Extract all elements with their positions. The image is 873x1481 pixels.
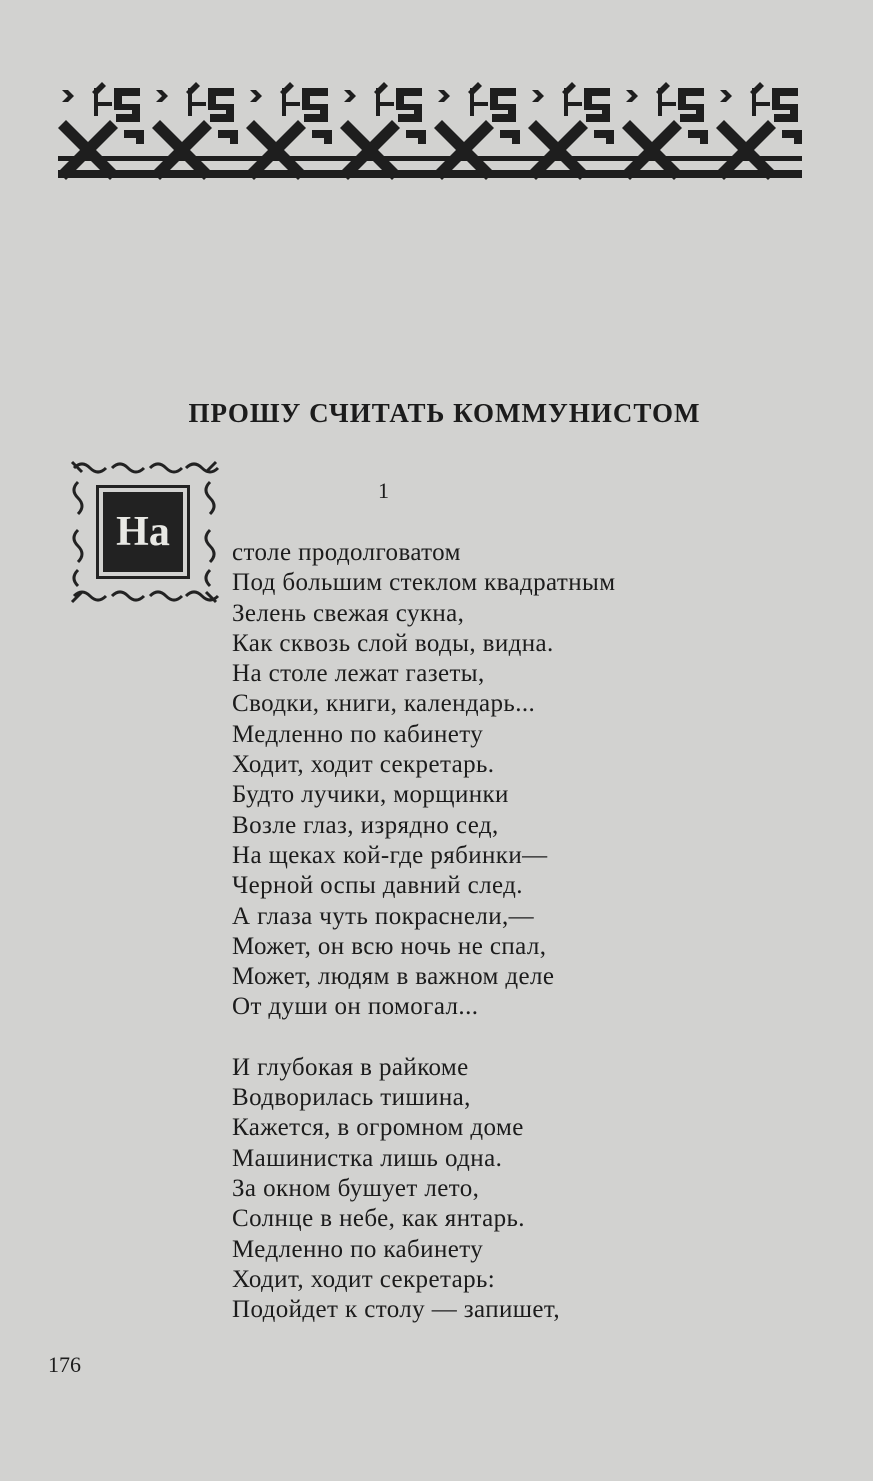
poem-line: За окном бушует лето,	[232, 1174, 480, 1202]
poem-line: Медленно по кабинету	[232, 1235, 484, 1263]
poem-line: Как сквозь слой воды, видна.	[232, 629, 554, 657]
poem-line: На щеках кой-где рябинки—	[232, 841, 548, 869]
poem-title: ПРОШУ СЧИТАТЬ КОММУНИСТОМ	[188, 398, 701, 428]
poem-line: Кажется, в огромном доме	[232, 1114, 524, 1142]
poem-line: От души он помогал...	[232, 993, 479, 1021]
poem-line: Водворилась тишина,	[232, 1084, 471, 1112]
poem-line: Подойдет к столу — запишет,	[232, 1296, 560, 1324]
poem-line: столе продолговатом	[232, 539, 461, 566]
poem-body	[232, 538, 615, 1325]
poem-line: Машинистка лишь одна.	[232, 1144, 503, 1172]
poem-line: Будто лучики, морщинки	[232, 781, 509, 809]
poem-line: И глубокая в райкоме	[232, 1053, 469, 1081]
poem-line: Может, он всю ночь не спал,	[232, 932, 547, 960]
poem-line: Солнце в небе, как янтарь.	[232, 1205, 525, 1233]
page-number: 176	[48, 1352, 81, 1377]
stanza-break	[232, 1023, 615, 1053]
poem-line: Сводки, книги, календарь...	[232, 690, 536, 718]
poem-line: Зелень свежая сукна,	[232, 599, 465, 627]
poem-line: Под большим стеклом квадратным	[232, 569, 616, 597]
ornamental-header-border	[58, 78, 802, 188]
poem-line: Может, людям в важном деле	[232, 963, 555, 991]
poem-line: Черной оспы давний след.	[232, 872, 523, 900]
poem-line: Возле глаз, изрядно сед,	[232, 811, 499, 839]
section-number: 1	[378, 478, 389, 503]
poem-line: А глаза чуть покраснели,—	[232, 902, 535, 930]
poem-line: Ходит, ходит секретарь.	[232, 751, 495, 779]
drop-cap-initial: На	[103, 492, 183, 572]
poem-line: Медленно по кабинету	[232, 720, 484, 748]
poem-line: На столе лежат газеты,	[232, 660, 485, 688]
poem-line: Ходит, ходит секретарь:	[232, 1265, 496, 1293]
